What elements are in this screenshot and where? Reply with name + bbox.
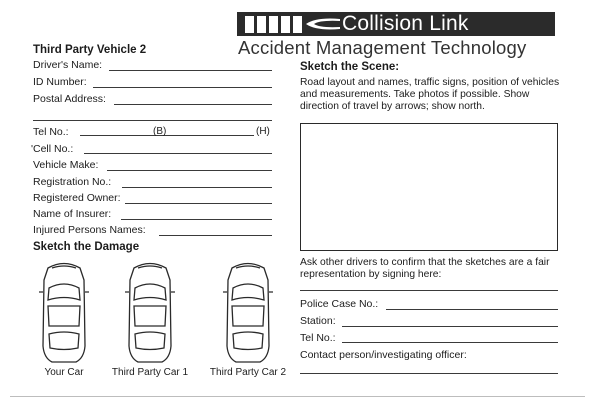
station-label: Station: [300,315,336,327]
third-party-car-1-outline-icon[interactable] [124,258,176,366]
vehicle-make-label: Vehicle Make: [33,159,99,171]
contact-person-label: Contact person/investigating officer: [300,349,467,361]
section-title-vehicle: Third Party Vehicle 2 [33,44,147,56]
id-number-field[interactable] [93,87,272,88]
registration-no-field[interactable] [122,187,272,188]
cell-no-field[interactable] [84,153,272,154]
tel-no-field[interactable] [80,135,254,136]
registered-owner-label: Registered Owner: [33,192,121,204]
tel-business-tag: (B) [153,126,167,137]
registration-no-label: Registration No.: [33,176,112,188]
tagline: Accident Management Technology [238,37,527,58]
bottom-divider [10,396,585,397]
postal-address-field-line2[interactable] [33,120,272,121]
scene-section-title: Sketch the Scene: [300,61,400,73]
logo-bars-icon [245,16,302,33]
logo-swoosh-icon [306,17,340,31]
registered-owner-field[interactable] [125,203,272,204]
third-party-car-2-outline-icon[interactable] [222,258,274,366]
damage-section-title: Sketch the Damage [33,241,140,253]
car-caption-third-party-2: Third Party Car 2 [209,367,287,378]
police-tel-no-field[interactable] [342,342,558,343]
id-number-label: ID Number: [33,76,87,88]
cell-no-label: 'Cell No.: [31,143,74,155]
postal-address-label: Postal Address: [33,93,106,105]
postal-address-field[interactable] [114,104,272,105]
scene-sketch-area[interactable] [300,123,558,251]
police-case-no-label: Police Case No.: [300,298,379,310]
drivers-name-label: Driver's Name: [33,59,103,71]
contact-person-field[interactable] [300,373,558,374]
name-of-insurer-label: Name of Insurer: [33,208,112,220]
your-car-outline-icon[interactable] [38,258,90,366]
tel-no-label: Tel No.: [33,126,69,138]
logo-text: Collision Link [342,12,469,35]
confirm-instructions: Ask other drivers to confirm that the sketches are a fair representation by signing here: [300,257,550,280]
police-tel-no-label: Tel No.: [300,332,336,344]
signature-line[interactable] [300,290,558,291]
police-case-no-field[interactable] [386,309,558,310]
company-logo [237,12,555,36]
name-of-insurer-field[interactable] [121,219,272,220]
injured-persons-label: Injured Persons Names: [33,224,146,236]
car-caption-your-car: Your Car [44,367,84,378]
tel-home-tag: (H) [256,126,270,137]
station-field[interactable] [342,326,558,327]
drivers-name-field[interactable] [109,70,272,71]
car-caption-third-party-1: Third Party Car 1 [111,367,189,378]
scene-instructions: Road layout and names, traffic signs, position of vehicles and measurements. Take photos if possible. Show direction of travel by arrows; show north. [300,77,560,112]
injured-persons-field[interactable] [159,235,272,236]
vehicle-make-field[interactable] [107,170,272,171]
